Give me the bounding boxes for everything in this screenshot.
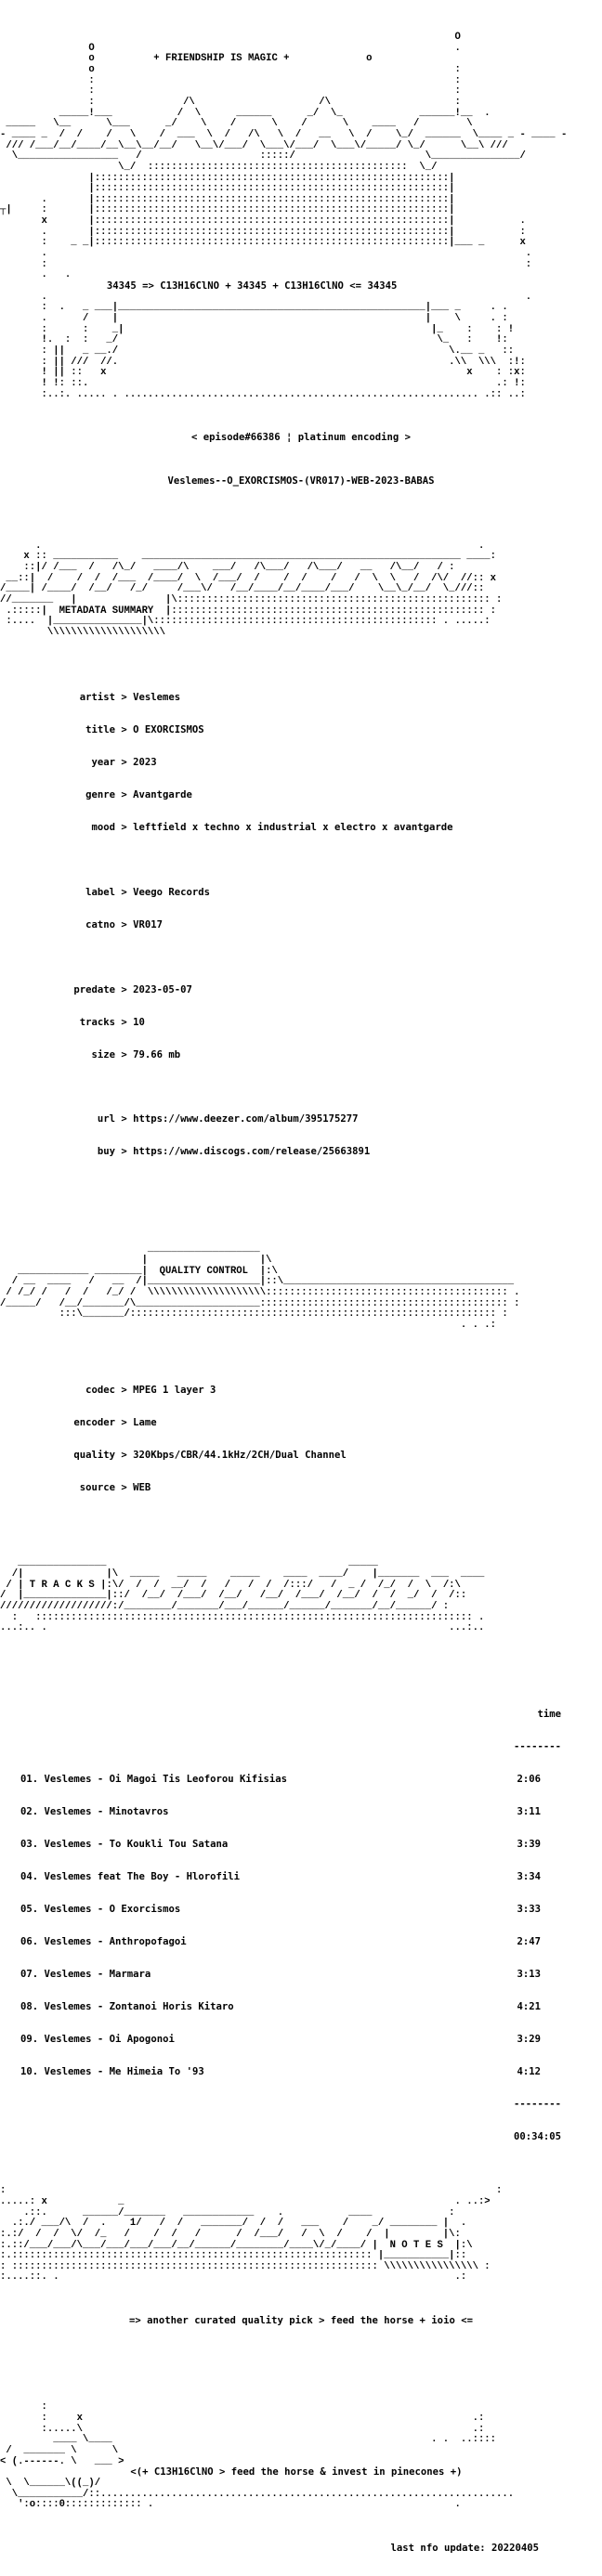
track-title: 08. Veslemes - Zontanoi Horis Kitaro — [20, 2001, 234, 2013]
meta-key: mood — [91, 821, 115, 833]
meta-key: artist — [79, 691, 115, 703]
meta-value: O EXORCISMOS — [133, 723, 204, 735]
meta-value: 10 — [133, 1016, 145, 1028]
quality-label: QUALITY CONTROL — [159, 1265, 249, 1277]
track-time: 3:13 — [517, 1969, 541, 1981]
meta-key: predate — [73, 983, 115, 995]
meta-value: Veslemes — [133, 691, 181, 703]
tracks-label: T R A C K S — [29, 1579, 95, 1591]
track-title: 06. Veslemes - Anthropofagoi — [20, 1936, 187, 1948]
meta-value: leftfield x techno x industrial x electro x avantgarde — [133, 821, 453, 833]
rule-bottom: -------- — [513, 2099, 561, 2111]
quality-value: Lame — [133, 1416, 157, 1428]
meta-row-artist: artist > Veslemes — [0, 693, 602, 704]
meta-row-catno: catno > VR017 — [0, 920, 602, 931]
meta-row-url: url > https://www.deezer.com/album/395175277 — [0, 1114, 602, 1125]
quality-value: MPEG 1 layer 3 — [133, 1384, 216, 1396]
meta-value: 79.66 mb — [133, 1048, 181, 1060]
quality-row-codec: codec > MPEG 1 layer 3 — [0, 1386, 602, 1397]
meta-key: title — [85, 723, 115, 735]
footer-tagline: <(+ C13H16ClNO > feed the horse & invest in pinecones +) — [130, 2466, 463, 2478]
track-row — [20, 2002, 541, 2013]
meta-value: Veego Records — [133, 886, 211, 898]
tracks-header-art: _______________ _____ /| |\ _____ _____ _____ ____ ____/ |_______ ___ ____ / | T R A C K S |:\/ / / __/ / / / / /:::/ / _ / /_/ / \ /:\ / |______________|::/ /__/ /___/ /__/ /__/ /___/ /__/ / / _/ / /:: ///////////////////:/________/_______/___/______/______/_______/__/______/ : : :::::::::::::::::::::::::::::::::::::::::::::::::::::::::::::::::::::::::: . ...:.. . ...:.. — [0, 1557, 485, 1634]
track-time: 3:39 — [517, 1839, 541, 1851]
quality-key: codec — [85, 1384, 115, 1396]
meta-key: catno — [85, 918, 115, 930]
track-row — [20, 1970, 541, 1981]
quality-fields — [0, 1364, 602, 1505]
track-time: 3:29 — [517, 2034, 541, 2046]
track-title: 01. Veslemes - Oi Magoi Tis Leoforou Kifisias — [20, 1774, 288, 1786]
meta-value: VR017 — [133, 918, 164, 930]
track-time: 2:06 — [517, 1774, 541, 1786]
time-header — [20, 1710, 561, 1721]
quality-key: quality — [73, 1449, 115, 1461]
track-row — [20, 1775, 541, 1786]
meta-row-buy: buy > https://www.discogs.com/release/25663891 — [0, 1147, 602, 1158]
track-row — [20, 1807, 541, 1818]
track-title: 07. Veslemes - Marmara — [20, 1969, 151, 1981]
track-title: 09. Veslemes - Oi Apogonoi — [20, 2034, 175, 2046]
track-title: 05. Veslemes - O Exorcismos — [20, 1904, 181, 1916]
last-update-text: last nfo update: 20220405 — [390, 2542, 539, 2554]
track-title: 02. Veslemes - Minotavros — [20, 1806, 169, 1818]
quality-key: encoder — [73, 1416, 115, 1428]
episode-line: < episode#66386 ¦ platinum encoding > — [191, 432, 411, 444]
track-time: 3:34 — [517, 1871, 541, 1883]
quality-value: WEB — [133, 1481, 151, 1493]
quality-row-source: source > WEB — [0, 1483, 602, 1494]
metadata-header-art: . . x :: ___________ ______________________________________________________ ____: ::|/ /___ / /\_/ ____/\ ___/ /\___/ /\___/ __ /\__/ / : __::| / / / /___ /____/ \ /___/ / / / / / \ \ / /\/ //:: x /____| /____/ /__/ /_/ /___\/ /__/____/__/____/___/ \__\_/__/ \_///:: //_______ | |\::::::::::::::::::::::::::::::::::::::::::::::::::::: : .:::::| METADATA SUMMARY |::::::::::::::::::::::::::::::::::::::::::::::::::::: : :.... |_______________|\:::::::::::::::::::::::::::::::::::::::::::::::: . .....: \\\\\\\\\\\\\\\\\\\\ — [0, 540, 503, 638]
header-frame-art: . . : . _ ___|____________________________________________________|___ _ . . . / | | \ . : : : _| |_ : : ! !. : : _/ \_ : !: : || _ __./ \.__ _ :: : || /// //. .\\ \\\ :!: ! || :: x x : :x: ! !: ::. .: !: :..:. ..... . ............................................................ .:: ..: — [41, 291, 532, 400]
rule-top: -------- — [513, 1741, 561, 1753]
time-header-label: time — [537, 1709, 561, 1721]
meta-key: year — [91, 756, 115, 768]
meta-key: genre — [85, 788, 115, 800]
meta-row-size: size > 79.66 mb — [0, 1050, 602, 1061]
track-time: 3:11 — [517, 1806, 541, 1818]
meta-key: label — [85, 886, 115, 898]
track-row — [20, 1840, 541, 1851]
url-link[interactable]: https://www.deezer.com/album/395175277 — [133, 1113, 359, 1125]
footer-art-bottom: \ \______\((_)/ \___________/::...................................................................... ':o::::0::::::::::::: . . — [6, 2477, 515, 2511]
meta-row-mood: mood > leftfield x techno x industrial x electro x avantgarde — [0, 823, 602, 834]
time-rule-bottom — [20, 2100, 561, 2111]
notes-text: => another curated quality pick > feed the horse + ioio <= — [129, 2315, 473, 2327]
track-time: 3:33 — [517, 1904, 541, 1916]
track-row — [20, 1905, 541, 1916]
quality-key: source — [79, 1481, 115, 1493]
notes-label: N O T E S — [389, 2239, 443, 2251]
formula-line — [0, 281, 602, 293]
buy-link[interactable]: https://www.discogs.com/release/25663891 — [133, 1146, 371, 1158]
last-update — [0, 2543, 539, 2555]
track-time: 4:12 — [517, 2066, 541, 2078]
meta-key: url — [97, 1113, 115, 1125]
track-row — [20, 2067, 541, 2078]
track-title: 10. Veslemes - Me Himeia To '93 — [20, 2066, 204, 2078]
quality-header-art: ___________________ | |\ ____________ ________| QUALITY CONTROL |:\ / __ ____ / __ /|___________________|::\_______________________________________ / /_/ / / / /_/ / \\\\\\\\\\\\\\\\\\\\::::::::::::::::::::::::::::::::::::::::: . /_____/ /__/_______/\_____________________:::::::::::::::::::::::::::::::::::::::::: : :::\_______/:::::::::::::::::::::::::::::::::::::::::::::::::::::::::::::: : . . .: — [0, 1243, 520, 1331]
meta-row-label: label > Veego Records — [0, 888, 602, 899]
total-time — [20, 2132, 561, 2143]
metadata-fields — [0, 671, 602, 1169]
track-row — [20, 1937, 541, 1948]
notes-header-art: : : .....: x _ . ..:> .::. ______/_______ ____________ . ____ : .:./ ___/\ / . 1/ / / _______/ / / ___ / _/ ________ | . :.:/ / / \/ /_ / / / / / /___/ / \ / / | |\: :.::/___/___/\___/___/___/___/__/______/________/____\/_/____/ | N O T E S |:\ :.::::::::::::::::::::::::::::::::::::::::::::::::::::::::::::: |___________|:: : :::::::::::::::::::::::::::::::::::::::::::::::::::::::::::::: \\\\\\\\\\\\\\\\ : :....::. . .: — [0, 2185, 503, 2283]
formula-text: 34345 => C13H16ClNO + 34345 + C13H16ClNO <= 34345 — [106, 280, 398, 293]
metadata-label: METADATA SUMMARY — [59, 605, 154, 617]
track-title: 03. Veslemes - To Koukli Tou Satana — [20, 1839, 229, 1851]
meta-row-title: title > O EXORCISMOS — [0, 725, 602, 736]
quality-row-encoder: encoder > Lame — [0, 1418, 602, 1429]
meta-key: buy — [97, 1146, 115, 1158]
quality-row-quality: quality > 320Kbps/CBR/44.1kHz/2CH/Dual Channel — [0, 1451, 602, 1462]
quality-value: 320Kbps/CBR/44.1kHz/2CH/Dual Channel — [133, 1449, 347, 1461]
tracklist — [0, 1688, 602, 2153]
total-time-value: 00:34:05 — [513, 2130, 561, 2142]
track-time: 4:21 — [517, 2001, 541, 2013]
footer-art: : : x .: :.....\ .: ____ \____ . . ..:::: / _______ \ \ < (.------. \ ___ > — [0, 2401, 497, 2467]
meta-row-genre: genre > Avantgarde — [0, 790, 602, 801]
meta-key: tracks — [79, 1016, 115, 1028]
meta-value: 2023 — [133, 756, 157, 768]
track-row — [20, 1872, 541, 1883]
header-ascii-art: O O . o + FRIENDSHIP IS MAGIC + o o : : : : : : /\ /\ : _____!___ / \ ______ _/ \_ ______!__ . _____ \__ \___ _/ \ / \ / \ ____ / \ - ____ _ / / / \ / ___ \ / /\ \ / __ \ / \_/ ______ \____ _ - ____ - /// /___/__/____/__\__\__/__/ \__\/___/ \___\/___/ \___\/_____/ \_/ \__\ /// \_________________ / :::::/ \_______________/ \_/ :::::::::::::::::::::::::::::::::::::::::::: \_/ |::::::::::::::::::::::::::::::::::::::::::::::::::::::::::::| |::::::::::::::::::::::::::::::::::::::::::::::::::::::::::::| . |::::::::::::::::::::::::::::::::::::::::::::::::::::::::::::| ┬| : |::::::::::::::::::::::::::::::::::::::::::::::::::::::::::::| x |::::::::::::::::::::::::::::::::::::::::::::::::::::::::::::| . . |::::::::::::::::::::::::::::::::::::::::::::::::::::::::::::| : : _ _|::::::::::::::::::::::::::::::::::::::::::::::::::::::::::::|___ _ x . . : : . . — [0, 31, 568, 281]
track-title: 04. Veslemes feat The Boy - Hlorofili — [20, 1871, 240, 1883]
banner-title: + FRIENDSHIP IS MAGIC + — [153, 53, 290, 65]
track-time: 2:47 — [517, 1936, 541, 1948]
meta-row-year: year > 2023 — [0, 758, 602, 769]
track-row — [20, 2035, 541, 2046]
meta-row-predate: predate > 2023-05-07 — [0, 985, 602, 996]
meta-value: Avantgarde — [133, 788, 192, 800]
meta-value: 2023-05-07 — [133, 983, 192, 995]
release-name: Veslemes--O_EXORCISMOS-(VR017)-WEB-2023-BABAS — [167, 475, 435, 487]
meta-row-tracks: tracks > 10 — [0, 1018, 602, 1029]
footer-tagline-line — [0, 2467, 602, 2478]
meta-key: size — [91, 1048, 115, 1060]
time-rule-top — [20, 1742, 561, 1753]
